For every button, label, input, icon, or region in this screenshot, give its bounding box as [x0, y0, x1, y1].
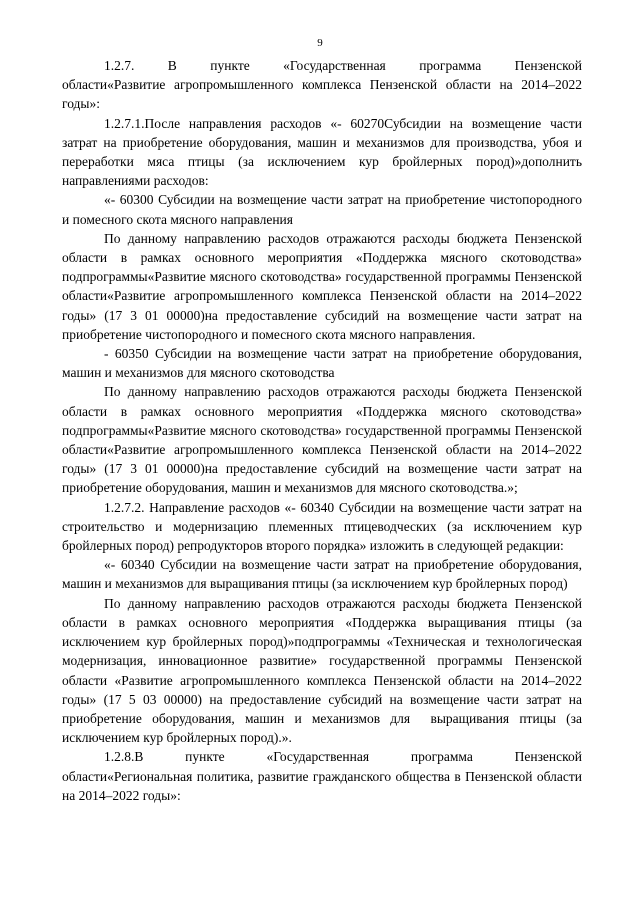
paragraph-60350-heading: - 60350 Субсидии на возмещение части затрат на приобретение оборудования, машин и механизмов для мясного скотоводства [62, 346, 582, 381]
paragraph-1-2-7-2: 1.2.7.2. Направление расходов «- 60340 Субсидии на возмещение части затрат на строительство и модернизацию племенных птицеводческих (за исключением кур бройлерных пород) репродукторов второго порядка» изложить в следующей редакции: [62, 499, 582, 554]
paragraph-60340-heading: «- 60340 Субсидии на возмещение части затрат на приобретение оборудования, машин и механизмов для выращивания птицы (за исключением кур бройлерных пород) [62, 557, 582, 592]
paragraph-1-2-7-1: 1.2.7.1.После направления расходов «- 60270Субсидии на возмещение части затрат на приобретение оборудования, машин и механизмов для производства, убоя и переработки мяса птицы (за исключением кур бройлерных пород)»дополнить направлениями расходов: [62, 115, 582, 189]
document-body [62, 56, 582, 805]
paragraph-1-2-8: 1.2.8.В пункте «Государственная программа Пензенской области«Региональная политика, развитие гражданского общества в Пензенской области на 2014–2022 годы»: [62, 749, 582, 803]
paragraph-60340-description: По данному направлению расходов отражаются расходы бюджета Пензенской области в рамках основного мероприятия «Поддержка выращивания птицы (за исключением кур бройлерных пород)»подпрограммы «Техническая и технологическая модернизация, инновационное развитие» государственной программы Пензенской области «Развитие агропромышленного комплекса Пензенской области на 2014–2022 годы» (17 5 03 00000) на предоставление субсидий на возмещение части затрат на приобретение оборудования, машин и механизмов для выращивания птицы (за исключением кур бройлерных пород).». [62, 595, 582, 746]
paragraph-60300-heading: «- 60300 Субсидии на возмещение части затрат на приобретение чистопородного и помесного скота мясного направления [62, 192, 582, 227]
paragraph-60300-description: По данному направлению расходов отражаются расходы бюджета Пензенской области в рамках основного мероприятия «Поддержка мясного скотоводства» подпрограммы«Развитие мясного скотоводства» государственной программы Пензенской области«Развитие агропромышленного комплекса Пензенской области на 2014–2022 годы» (17 3 01 00000)на предоставление субсидий на возмещение части затрат на приобретение чистопородного и помесного скота мясного направления. [62, 230, 582, 342]
paragraph-60350-description: По данному направлению расходов отражаются расходы бюджета Пензенской области в рамках основного мероприятия «Поддержка мясного скотоводства» подпрограммы«Развитие мясного скотоводства» государственной программы Пензенской области«Развитие агропромышленного комплекса Пензенской области на 2014–2022 годы» (17 3 01 00000)на предоставление субсидий на возмещение части затрат на приобретение оборудования, машин и механизмов для мясного скотоводства.»; [62, 384, 582, 496]
page-number: 9 [317, 37, 323, 49]
paragraph-1-2-7: 1.2.7. В пункте «Государственная программа Пензенской области«Развитие агропромышленного комплекса Пензенской области на 2014–2022 годы»: [62, 58, 582, 112]
